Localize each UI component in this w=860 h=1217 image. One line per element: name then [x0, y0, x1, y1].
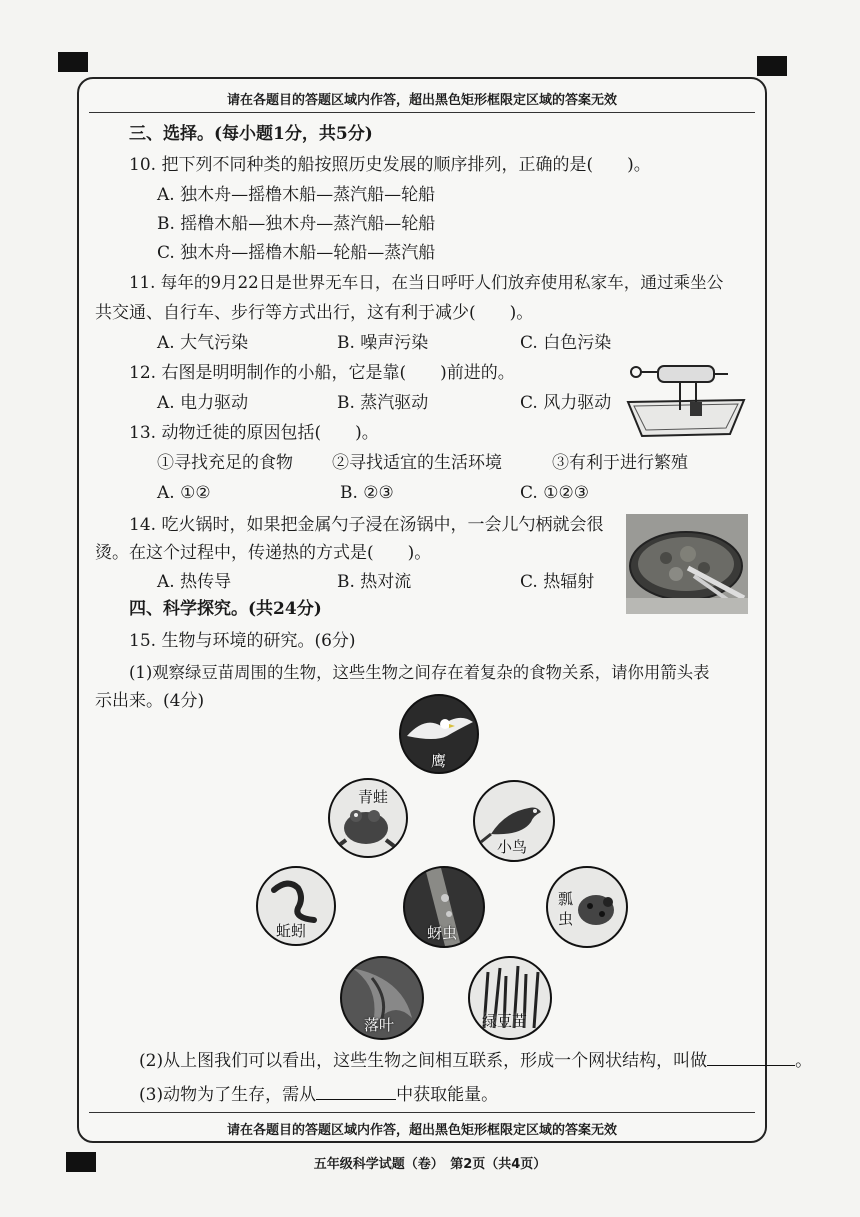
- bottom-divider: [89, 1112, 755, 1113]
- hotpot-image: [626, 514, 748, 614]
- frog-picture: [328, 778, 408, 858]
- q14-option-c: C. 热辐射: [520, 572, 595, 592]
- q15-part-2-end: 。: [795, 1051, 813, 1071]
- toy-boat-image: [620, 350, 750, 440]
- section-4-heading: 四、科学探究。(共24分): [129, 599, 322, 619]
- frog-label: 青蛙: [358, 788, 389, 806]
- q15-stem: 15. 生物与环境的研究。(6分): [129, 631, 356, 651]
- corner-marker-top-right: [757, 56, 787, 76]
- q12-option-c: C. 风力驱动: [520, 393, 612, 413]
- q11-option-a: A. 大气污染: [157, 333, 249, 353]
- leaves-label: 落叶: [364, 1016, 395, 1034]
- earthworm-picture: [256, 866, 336, 946]
- q15-part-2: [139, 1050, 812, 1072]
- ladybug-picture: [546, 866, 628, 948]
- q10-option-c: C. 独木舟—摇橹木船—轮船—蒸汽船: [157, 243, 436, 263]
- sprouts-picture: [468, 956, 552, 1040]
- q13-stem: 13. 动物迁徙的原因包括( )。: [129, 423, 379, 443]
- q12-stem: 12. 右图是明明制作的小船，它是靠( )前进的。: [129, 363, 515, 383]
- earthworm-label: 蚯蚓: [276, 922, 307, 940]
- sprouts-label: 绿豆苗: [482, 1012, 528, 1030]
- q11-line-2: 共交通、自行车、步行等方式出行，这有利于减少( )。: [95, 303, 534, 323]
- page-footer: 五年级科学试题（卷） 第2页（共4页）: [313, 1157, 547, 1172]
- q15-part-1-line-2: 示出来。(4分): [95, 691, 205, 711]
- ladybug-label-2: 虫: [558, 910, 574, 928]
- q13-item-3: ③有利于进行繁殖: [552, 453, 688, 473]
- q14-option-a: A. 热传导: [157, 572, 232, 592]
- q15-part-3-text-b: 中获取能量。: [396, 1085, 499, 1105]
- top-divider: [89, 112, 755, 113]
- q13-option-a: A. ①②: [157, 483, 211, 503]
- q10-option-b: B. 摇橹木船—独木舟—蒸汽船—轮船: [157, 214, 436, 234]
- q14-line-2: 烫。在这个过程中，传递热的方式是( )。: [95, 543, 432, 563]
- q11-line-1: 11. 每年的9月22日是世界无车日，在当日呼吁人们放弃使用私家车，通过乘坐公: [129, 273, 724, 292]
- q13-option-c: C. ①②③: [520, 483, 589, 503]
- q15-part-3: [139, 1084, 498, 1106]
- food-web-answer-blank[interactable]: [707, 1065, 795, 1066]
- eagle-picture: [399, 694, 479, 774]
- corner-marker-top-left: [58, 52, 88, 72]
- q11-option-c: C. 白色污染: [520, 333, 612, 353]
- energy-source-answer-blank[interactable]: [316, 1099, 396, 1100]
- bird-picture: [473, 780, 555, 862]
- ladybug-label-1: 瓢: [558, 890, 574, 908]
- bird-label: 小鸟: [497, 838, 528, 856]
- aphid-picture: [403, 866, 485, 948]
- aphid-label: 蚜虫: [427, 924, 458, 942]
- leaves-picture: [340, 956, 424, 1040]
- q12-option-b: B. 蒸汽驱动: [337, 393, 429, 413]
- top-notice: 请在各题目的答题区域内作答，超出黑色矩形框限定区域的答案无效: [226, 93, 617, 108]
- q11-option-b: B. 噪声污染: [337, 333, 429, 353]
- q15-part-2-text: (2)从上图我们可以看出，这些生物之间相互联系，形成一个网状结构，叫做: [139, 1051, 708, 1071]
- eagle-label: 鹰: [431, 752, 447, 770]
- q10-stem: 10. 把下列不同种类的船按照历史发展的顺序排列，正确的是( )。: [129, 155, 651, 175]
- q14-line-1: 14. 吃火锅时，如果把金属勺子浸在汤锅中，一会儿勺柄就会很: [129, 515, 604, 535]
- q13-item-1: ①寻找充足的食物: [157, 453, 293, 473]
- q14-option-b: B. 热对流: [337, 572, 412, 592]
- q12-option-a: A. 电力驱动: [157, 393, 249, 413]
- q13-option-b: B. ②③: [340, 483, 394, 503]
- q15-part-3-text-a: (3)动物为了生存，需从: [139, 1085, 317, 1105]
- q15-part-1-line-1: (1)观察绿豆苗周围的生物，这些生物之间存在着复杂的食物关系，请你用箭头表: [129, 663, 710, 682]
- q10-option-a: A. 独木舟—摇橹木船—蒸汽船—轮船: [157, 185, 436, 205]
- q13-item-2: ②寻找适宜的生活环境: [332, 453, 502, 473]
- bottom-notice: 请在各题目的答题区域内作答，超出黑色矩形框限定区域的答案无效: [226, 1123, 617, 1138]
- section-3-heading: 三、选择。(每小题1分，共5分): [129, 124, 373, 144]
